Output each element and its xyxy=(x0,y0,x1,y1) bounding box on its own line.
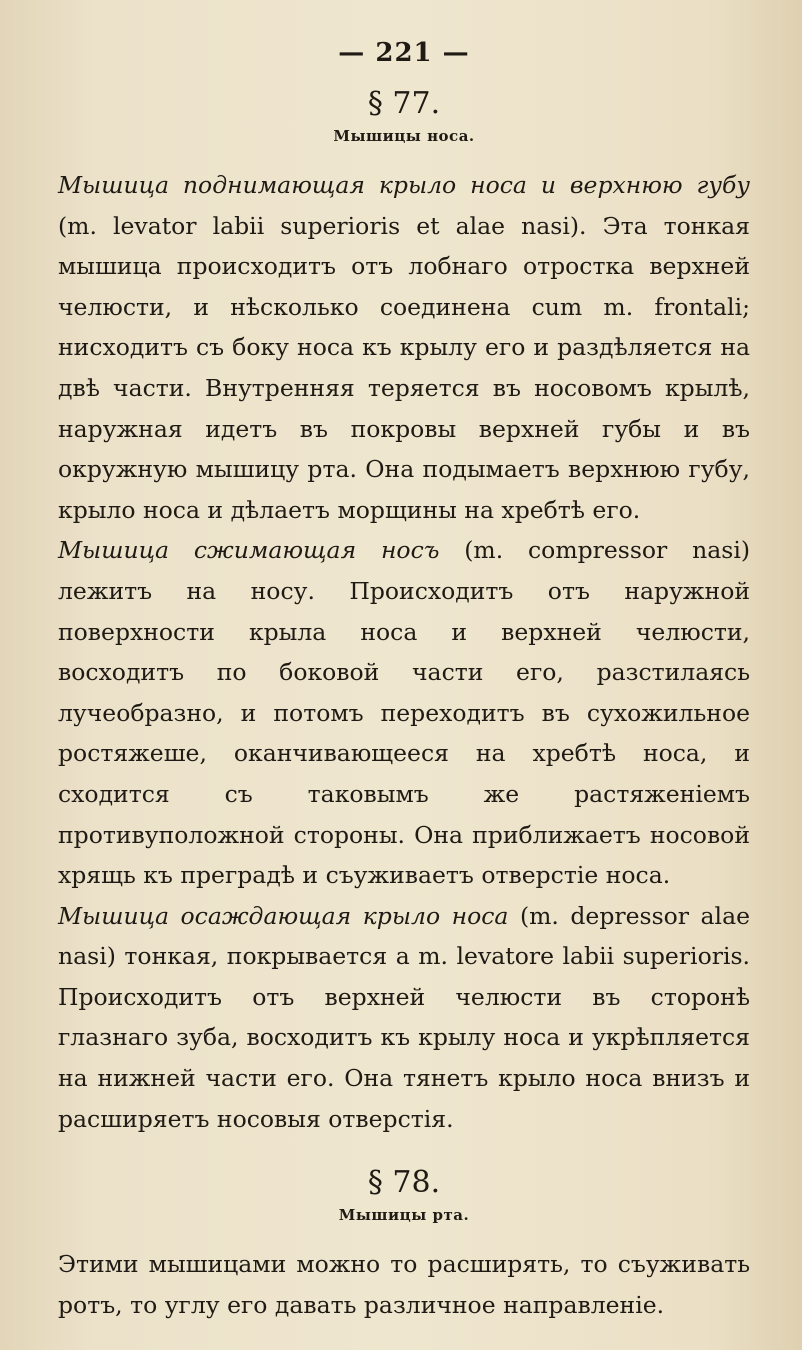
section-subtitle: Мышицы носа. xyxy=(333,127,475,145)
paragraph-text: Этими мышицами можно то расширять, то съуживать ротъ, то углу его давать различное направленіе. xyxy=(58,1250,750,1319)
paragraph-mouth-muscles xyxy=(58,1244,750,1325)
paragraph-depressor xyxy=(58,896,750,1140)
section-subtitle: Мышицы рта. xyxy=(338,1206,470,1225)
paragraph-levator xyxy=(58,165,750,530)
paragraph-lead: Мышица осаждающая крыло носа xyxy=(58,901,509,930)
paragraph-lead: Мышица сжимающая носъ xyxy=(58,536,440,565)
paragraph-compressor xyxy=(58,530,750,895)
paragraph-text: (m. levator labii superioris et alae nasi). Эта тонкая мышица происходитъ отъ лобнаго отростка верхней челюсти, и нѣсколько соединена cum m. frontali; нисходитъ съ боку носа къ крылу его и раздѣляется на двѣ части. Внутренняя теряется въ носовомъ крылѣ, наружная идетъ въ покровы верхней губы и въ окружную мышицу рта. Она подымаетъ верхнюю губу, крыло носа и дѣлаетъ морщины на хребтѣ его. xyxy=(58,211,750,524)
section-heading: § 78. xyxy=(367,1165,441,1201)
page-number: — 221 — xyxy=(338,38,470,68)
section-heading: § 77. xyxy=(367,86,441,121)
section-77 xyxy=(58,86,750,1139)
paragraph-text: (m. depressor alae nasi) тонкая, покрывается a m. levatore labii superioris. Происходитъ отъ верхней челюсти въ сторонѣ глазнаго зуба, восходитъ къ крылу носа и укрѣпляется на нижней части его. Она тянетъ крыло носа внизъ и расширяетъ носовыя отверстія. xyxy=(58,901,750,1133)
paragraph-lead: Мышица поднимающая крыло носа и верхнюю губу xyxy=(58,171,750,199)
paragraph-text: (m. compressor nasi) лежитъ на носу. Происходитъ отъ наружной поверхности крыла носа и верхней челюсти, восходитъ по боковой части его, разстилаясь лучеобразно, и потомъ переходитъ въ сухожильное ростяжеше, оканчивающееся на хребтѣ носа, и сходится съ таковымъ же растяженіемъ противуположной стороны. Она приближаетъ носовой хрящь къ преградѣ и съуживаетъ отверстіе носа. xyxy=(58,536,751,890)
section-78 xyxy=(58,1165,750,1325)
section-gap xyxy=(58,1139,750,1161)
